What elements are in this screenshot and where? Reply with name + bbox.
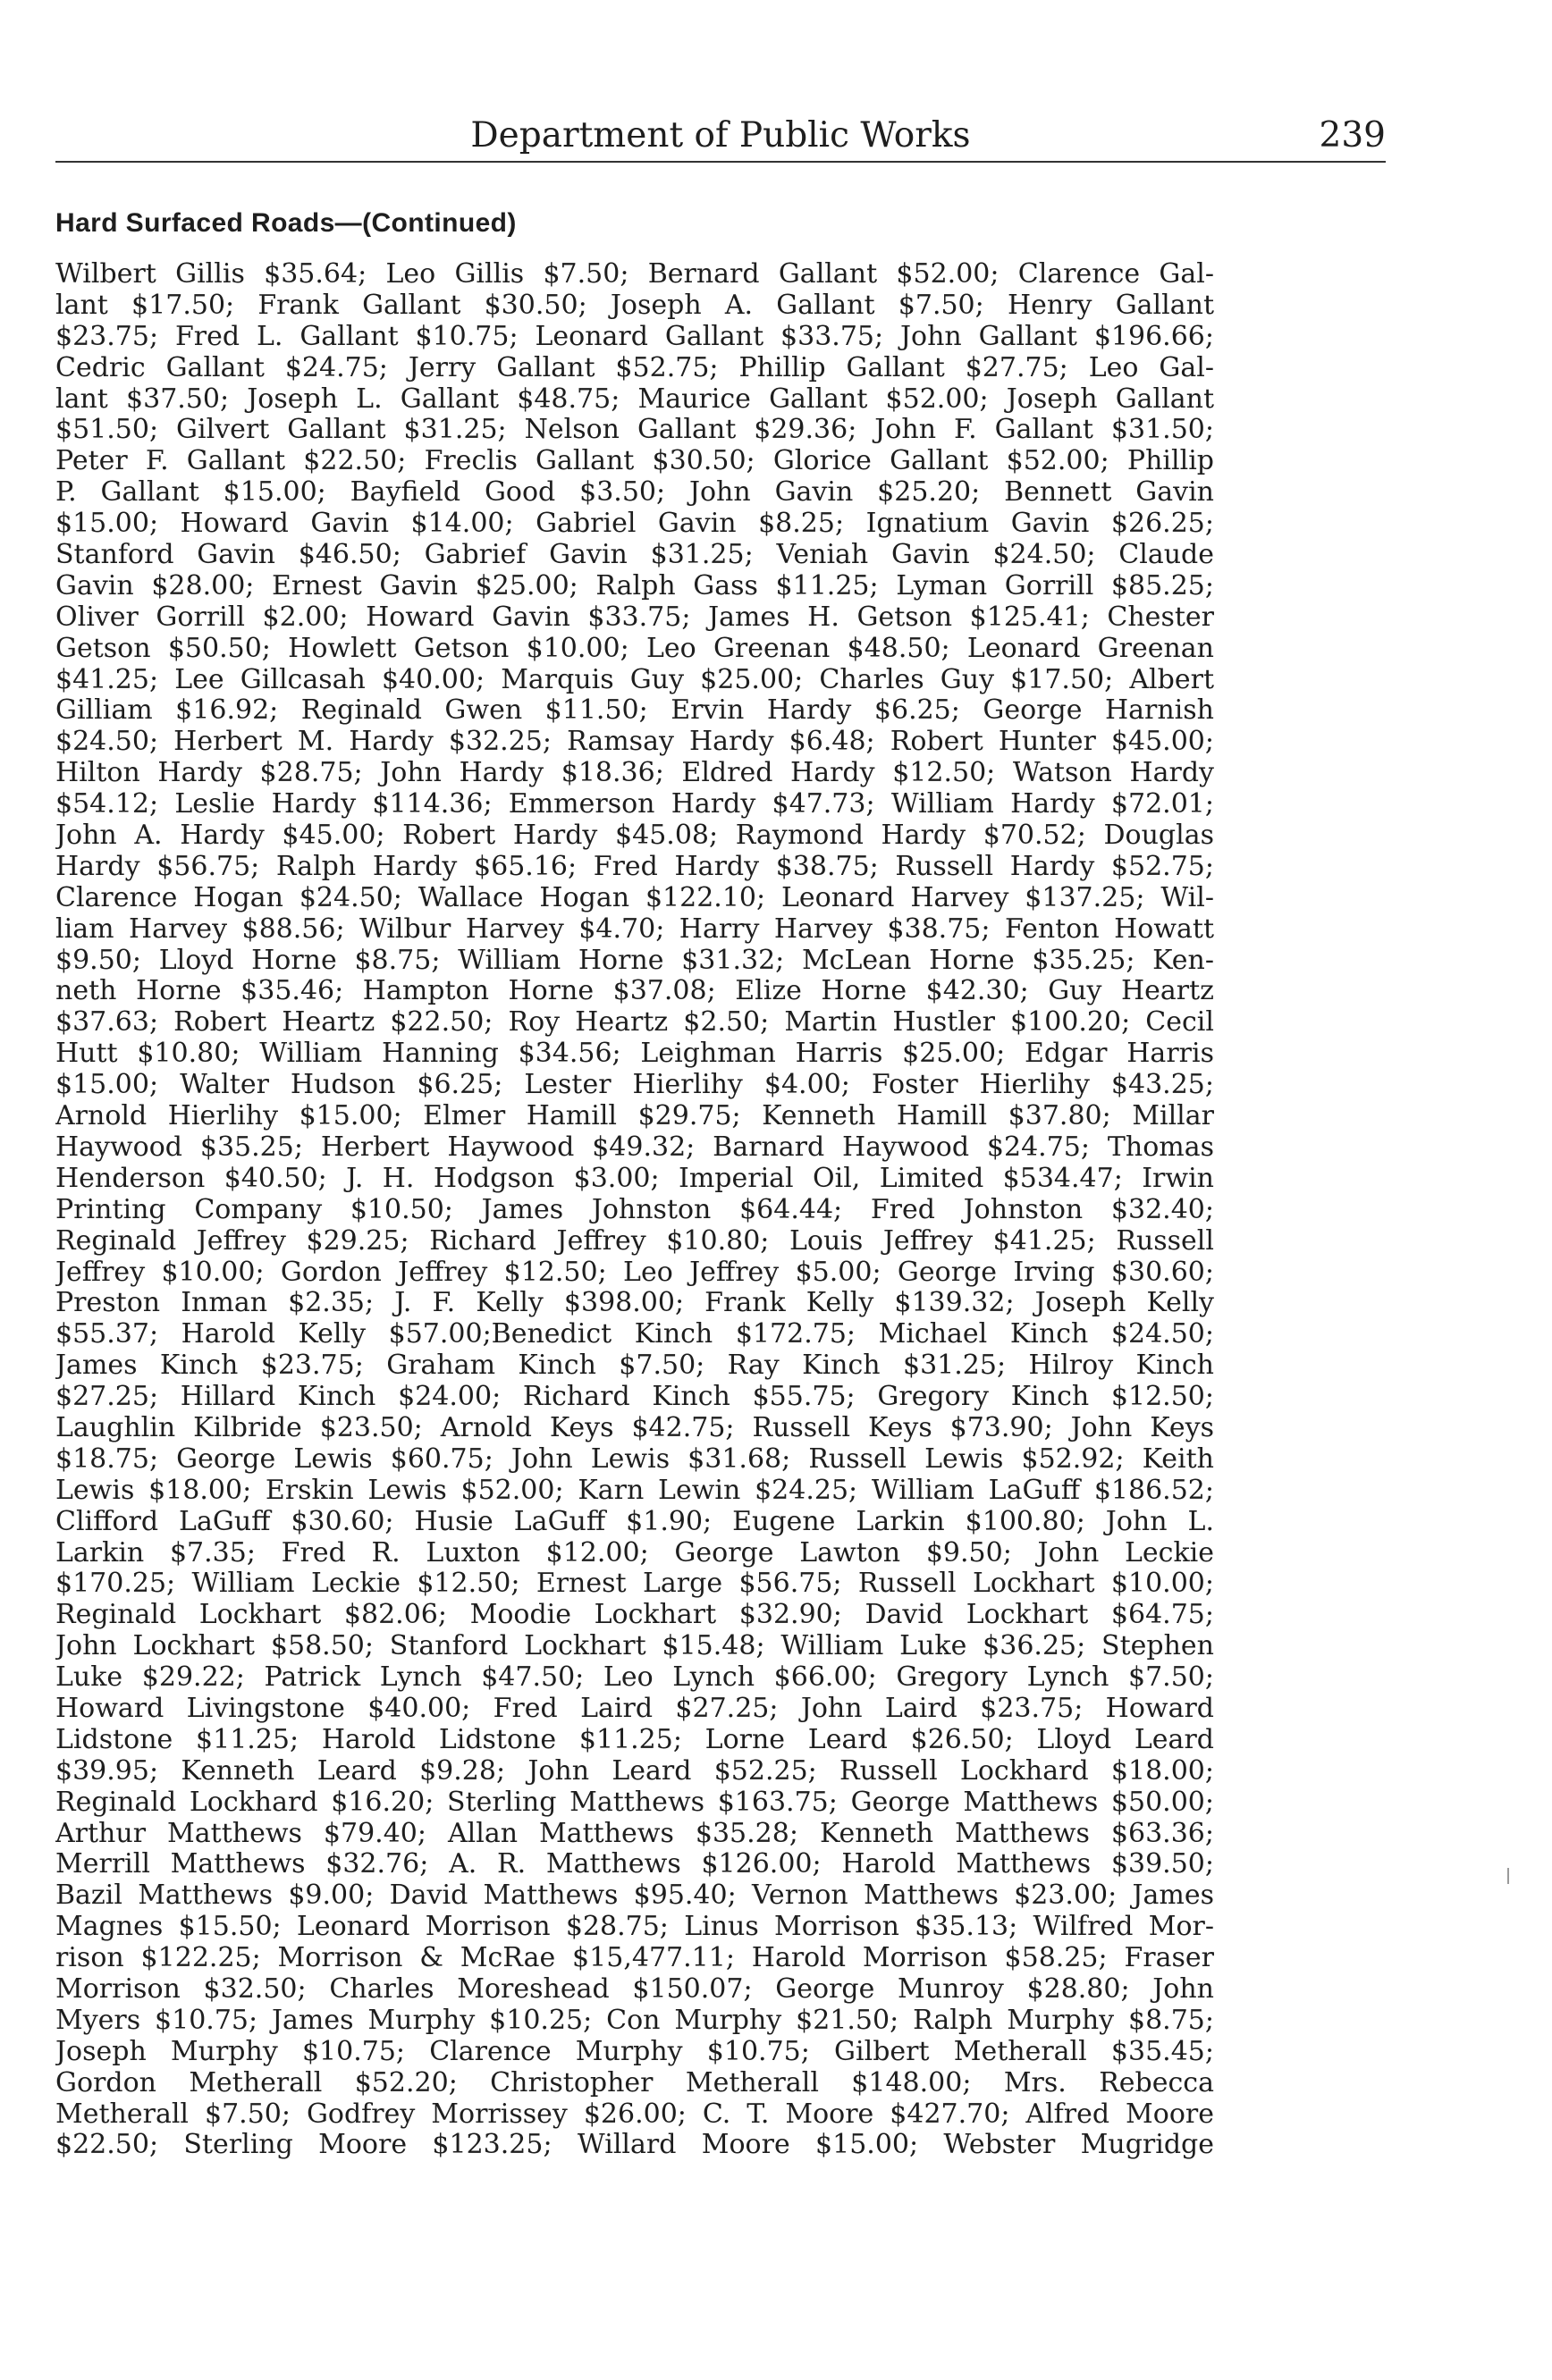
text-line: Peter F. Gallant $22.50; Freclis Gallant $30.50; Glorice Gallant $52.00; Phillip [55,446,1214,477]
text-line: Hutt $10.80; William Hanning $34.56; Leighman Harris $25.00; Edgar Harris [55,1039,1214,1070]
text-line: Joseph Murphy $10.75; Clarence Murphy $10.75; Gilbert Metherall $35.45; [55,2036,1214,2067]
text-line: Hardy $56.75; Ralph Hardy $65.16; Fred Hardy $38.75; Russell Hardy $52.75; [55,851,1214,882]
text-line: Gordon Metherall $52.20; Christopher Metherall $148.00; Mrs. Rebecca [55,2067,1214,2098]
text-line: $9.50; Lloyd Horne $8.75; William Horne $31.32; McLean Horne $35.25; Ken- [55,945,1214,976]
text-line: Arthur Matthews $79.40; Allan Matthews $35.28; Kenneth Matthews $63.36; [55,1818,1214,1849]
body-paragraph [55,259,1214,2161]
text-line: Magnes $15.50; Leonard Morrison $28.75; Linus Morrison $35.13; Wilfred Mor- [55,1912,1214,1943]
page-number: 239 [1319,115,1386,156]
text-line: $23.75; Fred L. Gallant $10.75; Leonard Gallant $33.75; John Gallant $196.66; [55,321,1214,352]
text-line: $39.95; Kenneth Leard $9.28; John Leard $52.25; Russell Lockhard $18.00; [55,1755,1214,1787]
text-line: $37.63; Robert Heartz $22.50; Roy Heartz $2.50; Martin Hustler $100.20; Cecil [55,1007,1214,1039]
text-line: Arnold Hierlihy $15.00; Elmer Hamill $29.75; Kenneth Hamill $37.80; Millar [55,1101,1214,1132]
text-line: Preston Inman $2.35; J. F. Kelly $398.00; Frank Kelly $139.32; Joseph Kelly [55,1288,1214,1319]
text-line: Merrill Matthews $32.76; A. R. Matthews $126.00; Harold Matthews $39.50; [55,1849,1214,1880]
text-line: $18.75; George Lewis $60.75; John Lewis $31.68; Russell Lewis $52.92; Keith [55,1443,1214,1475]
text-line: lant $17.50; Frank Gallant $30.50; Joseph A. Gallant $7.50; Henry Gallant [55,290,1214,321]
text-line: Jeffrey $10.00; Gordon Jeffrey $12.50; Leo Jeffrey $5.00; George Irving $30.60; [55,1257,1214,1288]
section-heading: Hard Surfaced Roads—(Continued) [55,208,517,238]
text-line: Larkin $7.35; Fred R. Luxton $12.00; George Lawton $9.50; John Leckie [55,1537,1214,1568]
text-line: Haywood $35.25; Herbert Haywood $49.32; Barnard Haywood $24.75; Thomas [55,1131,1214,1163]
text-line: Cedric Gallant $24.75; Jerry Gallant $52.75; Phillip Gallant $27.75; Leo Gal- [55,352,1214,383]
text-line: Henderson $40.50; J. H. Hodgson $3.00; Imperial Oil, Limited $534.47; Irwin [55,1163,1214,1194]
text-line: Clarence Hogan $24.50; Wallace Hogan $122.10; Leonard Harvey $137.25; Wil- [55,882,1214,913]
text-line: Metherall $7.50; Godfrey Morrissey $26.00; C. T. Moore $427.70; Alfred Moore [55,2098,1214,2130]
margin-mark [1507,1868,1509,1884]
text-line: neth Horne $35.46; Hampton Horne $37.08; Elize Horne $42.30; Guy Heartz [55,976,1214,1007]
text-line: lant $37.50; Joseph L. Gallant $48.75; Maurice Gallant $52.00; Joseph Gallant [55,383,1214,415]
text-line: $54.12; Leslie Hardy $114.36; Emmerson Hardy $47.73; William Hardy $72.01; [55,789,1214,820]
text-line: Myers $10.75; James Murphy $10.25; Con Murphy $21.50; Ralph Murphy $8.75; [55,2005,1214,2036]
text-line: $15.00; Howard Gavin $14.00; Gabriel Gavin $8.25; Ignatium Gavin $26.25; [55,509,1214,540]
running-header-title: Department of Public Works [470,115,971,156]
text-line: Gilliam $16.92; Reginald Gwen $11.50; Ervin Hardy $6.25; George Harnish [55,695,1214,727]
text-line: Lewis $18.00; Erskin Lewis $52.00; Karn Lewin $24.25; William LaGuff $186.52; [55,1475,1214,1506]
text-line: Gavin $28.00; Ernest Gavin $25.00; Ralph Gass $11.25; Lyman Gorrill $85.25; [55,570,1214,601]
text-line: Stanford Gavin $46.50; Gabrief Gavin $31.25; Veniah Gavin $24.50; Claude [55,540,1214,571]
text-line: $51.50; Gilvert Gallant $31.25; Nelson Gallant $29.36; John F. Gallant $31.50; [55,415,1214,446]
text-line: liam Harvey $88.56; Wilbur Harvey $4.70; Harry Harvey $38.75; Fenton Howatt [55,913,1214,945]
text-line: $22.50; Sterling Moore $123.25; Willard Moore $15.00; Webster Mugridge [55,2130,1214,2161]
text-line: $170.25; William Leckie $12.50; Ernest Large $56.75; Russell Lockhart $10.00; [55,1568,1214,1600]
text-line: Luke $29.22; Patrick Lynch $47.50; Leo Lynch $66.00; Gregory Lynch $7.50; [55,1662,1214,1694]
text-line: $55.37; Harold Kelly $57.00;Benedict Kinch $172.75; Michael Kinch $24.50; [55,1319,1214,1350]
text-line: Getson $50.50; Howlett Getson $10.00; Leo Greenan $48.50; Leonard Greenan [55,633,1214,664]
text-line: Hilton Hardy $28.75; John Hardy $18.36; Eldred Hardy $12.50; Watson Hardy [55,758,1214,789]
text-line: Lidstone $11.25; Harold Lidstone $11.25; Lorne Leard $26.50; Lloyd Leard [55,1724,1214,1755]
text-line: Bazil Matthews $9.00; David Matthews $95.40; Vernon Matthews $23.00; James [55,1880,1214,1912]
text-line: Morrison $32.50; Charles Moreshead $150.07; George Munroy $28.80; John [55,1973,1214,2005]
page-header [55,109,1386,163]
text-line: Printing Company $10.50; James Johnston $64.44; Fred Johnston $32.40; [55,1194,1214,1225]
text-line: $15.00; Walter Hudson $6.25; Lester Hierlihy $4.00; Foster Hierlihy $43.25; [55,1070,1214,1101]
text-line: Reginald Lockhard $16.20; Sterling Matthews $163.75; George Matthews $50.00; [55,1787,1214,1818]
text-line: $41.25; Lee Gillcasah $40.00; Marquis Guy $25.00; Charles Guy $17.50; Albert [55,664,1214,695]
text-line: Reginald Jeffrey $29.25; Richard Jeffrey $10.80; Louis Jeffrey $41.25; Russell [55,1225,1214,1257]
text-line: Laughlin Kilbride $23.50; Arnold Keys $42.75; Russell Keys $73.90; John Keys [55,1412,1214,1443]
text-line: Wilbert Gillis $35.64; Leo Gillis $7.50; Bernard Gallant $52.00; Clarence Gal- [55,259,1214,290]
text-line: Howard Livingstone $40.00; Fred Laird $27.25; John Laird $23.75; Howard [55,1693,1214,1724]
text-line: John Lockhart $58.50; Stanford Lockhart $15.48; William Luke $36.25; Stephen [55,1631,1214,1662]
text-line: John A. Hardy $45.00; Robert Hardy $45.08; Raymond Hardy $70.52; Douglas [55,820,1214,852]
text-line: rison $122.25; Morrison & McRae $15,477.11; Harold Morrison $58.25; Fraser [55,1943,1214,1974]
text-line: James Kinch $23.75; Graham Kinch $7.50; Ray Kinch $31.25; Hilroy Kinch [55,1350,1214,1382]
text-line: $24.50; Herbert M. Hardy $32.25; Ramsay Hardy $6.48; Robert Hunter $45.00; [55,727,1214,758]
text-line: Clifford LaGuff $30.60; Husie LaGuff $1.90; Eugene Larkin $100.80; John L. [55,1506,1214,1537]
text-line: $27.25; Hillard Kinch $24.00; Richard Kinch $55.75; Gregory Kinch $12.50; [55,1382,1214,1413]
text-line: Oliver Gorrill $2.00; Howard Gavin $33.75; James H. Getson $125.41; Chester [55,601,1214,633]
text-line: Reginald Lockhart $82.06; Moodie Lockhart $32.90; David Lockhart $64.75; [55,1600,1214,1631]
text-line: P. Gallant $15.00; Bayfield Good $3.50; John Gavin $25.20; Bennett Gavin [55,477,1214,509]
